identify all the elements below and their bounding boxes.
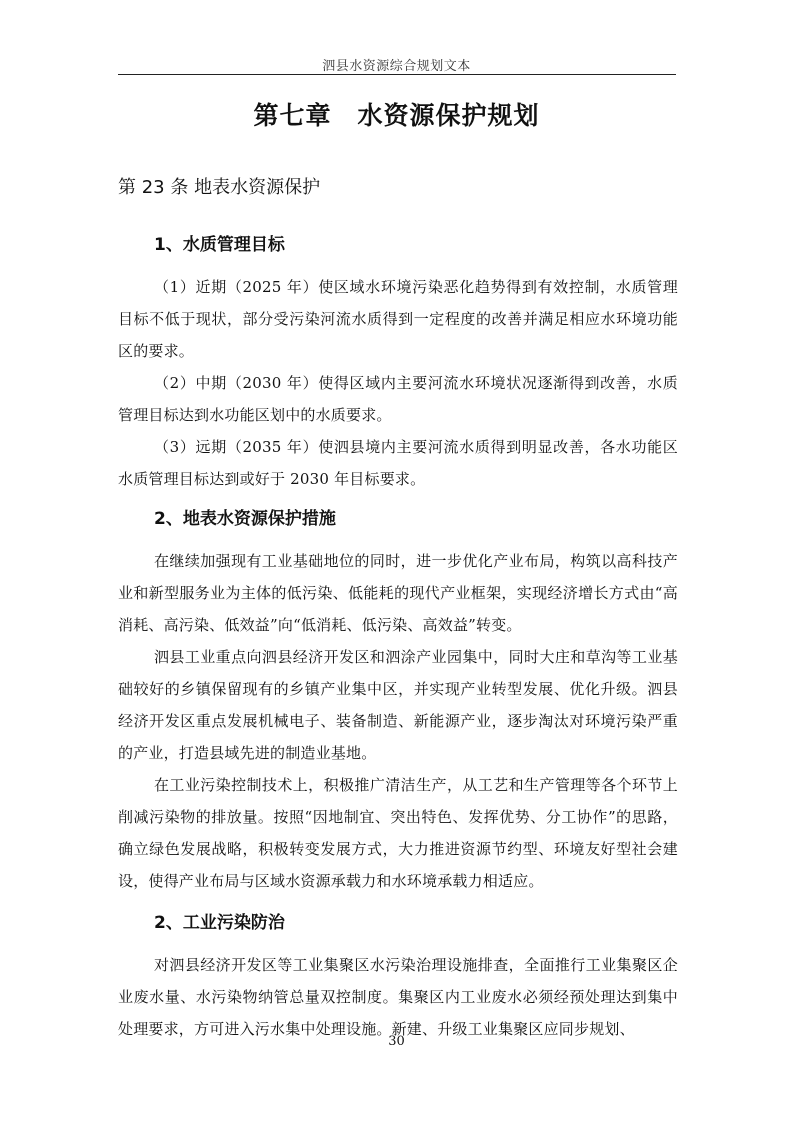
header-rule	[118, 74, 676, 75]
section-title: 2、地表水资源保护措施	[154, 509, 336, 529]
running-header: 泗县水资源综合规划文本	[322, 59, 471, 74]
article-title: 第 23 条 地表水资源保护	[118, 177, 321, 198]
body-content	[118, 176, 678, 1045]
paragraph: （2）中期（2030 年）使得区域内主要河流水环境状况逐渐得到改善，水质管理目标达到水功能区划中的水质要求。	[118, 374, 678, 424]
chapter-title: 第七章 水资源保护规划	[253, 101, 540, 130]
paragraph: （3）远期（2035 年）使泗县境内主要河流水质得到明显改善，各水功能区水质管理目标达到或好于 2030 年目标要求。	[118, 438, 678, 488]
paragraph: 泗县工业重点向泗县经济开发区和泗涂产业园集中，同时大庄和草沟等工业基础较好的乡镇保留现有的乡镇产业集中区，并实现产业转型发展、优化升级。泗县经济开发区重点发展机械电子、装备制造、新能源产业，逐步淘汰对环境污染严重的产业，打造县域先进的制造业基地。	[118, 648, 678, 762]
paragraph: 在继续加强现有工业基础地位的同时，进一步优化产业布局，构筑以高科技产业和新型服务业为主体的低污染、低能耗的现代产业框架，实现经济增长方式由“高消耗、高污染、低效益”向“低消耗、低污染、高效益”转变。	[118, 552, 678, 634]
section-title: 2、工业污染防治	[154, 913, 285, 933]
paragraph: 对泗县经济开发区等工业集聚区水污染治理设施排查，全面推行工业集聚区企业废水量、水污染物纳管总量双控制度。集聚区内工业废水必须经预处理达到集中处理要求，方可进入污水集中处理设施。新建、升级工业集聚区应同步规划、	[118, 956, 678, 1038]
paragraph: （1）近期（2025 年）使区域水环境污染恶化趋势得到有效控制，水质管理目标不低于现状，部分受污染河流水质得到一定程度的改善并满足相应水环境功能区的要求。	[118, 278, 678, 360]
section-title: 1、水质管理目标	[154, 235, 285, 255]
page-number: 30	[388, 1034, 405, 1049]
paragraph: 在工业污染控制技术上，积极推广清洁生产，从工艺和生产管理等各个环节上削减污染物的排放量。按照“因地制宜、突出特色、发挥优势、分工协作”的思路，确立绿色发展战略，积极转变发展方式，大力推进资源节约型、环境友好型社会建设，使得产业布局与区域水资源承载力和水环境承载力相适应。	[118, 776, 678, 890]
